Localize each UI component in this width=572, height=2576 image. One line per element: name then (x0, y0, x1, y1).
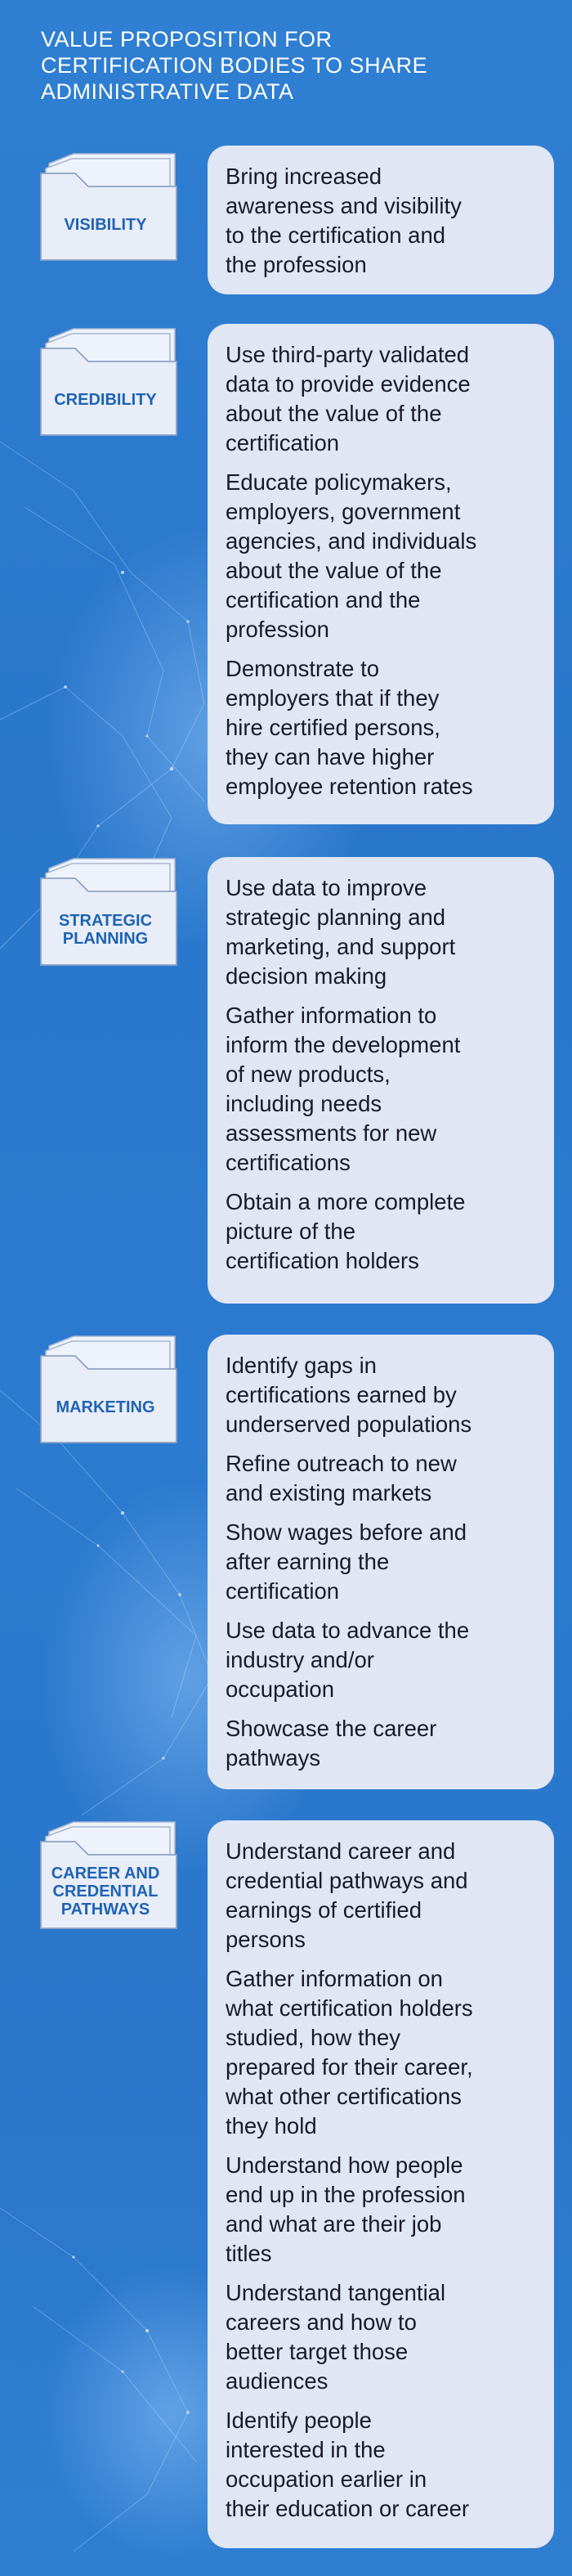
panel-strategic-planning (208, 857, 554, 1304)
list-item: Use data to improve strategic planning and marketing, and support decision making (226, 875, 456, 989)
folder-career-pathways: CAREER AND CREDENTIAL PATHWAYS (39, 1819, 183, 1933)
list-item: Gather information on what certification holders studied, how they prepared for their career, what other certifications they hold (226, 1966, 473, 2138)
list-item: Show wages before and after earning the certification (226, 1519, 467, 1604)
panel-credibility (208, 324, 554, 824)
list-item: Demonstrate to employers that if they hire certified persons, they can have higher employee retention rates (226, 656, 473, 799)
list-item: Refine outreach to new and existing markets (226, 1451, 457, 1506)
folder-visibility: VISIBILITY (39, 150, 183, 265)
list-item: Obtain a more complete picture of the certification holders (226, 1189, 466, 1273)
list-item: Use data to advance the industry and/or occupation (226, 1618, 470, 1702)
page-title: VALUE PROPOSITION FOR CERTIFICATION BODIES TO SHARE ADMINISTRATIVE DATA (41, 27, 428, 104)
list-item: Understand tangential careers and how to better target those audiences (226, 2280, 446, 2394)
panel-career-pathways (208, 1820, 554, 2548)
list-item: Showcase the career pathways (226, 1716, 437, 1770)
list-item: Bring increased awareness and visibility to the certification and the profession (226, 164, 462, 277)
folder-marketing: MARKETING (39, 1333, 183, 1447)
list-item: Identify people interested in the occupation earlier in their education or career (226, 2408, 470, 2521)
folder-strategic-planning: STRATEGIC PLANNING (39, 855, 183, 970)
list-item: Understand career and credential pathways and earnings of certified persons (226, 1838, 468, 1952)
panel-visibility (208, 146, 554, 294)
list-item: Gather information to inform the development of new products, including needs assessments for new certifications (226, 1003, 461, 1175)
list-item: Educate policymakers, employers, government agencies, and individuals about the value of the certification and the profession (226, 469, 477, 642)
list-item: Use third-party validated data to provide evidence about the value of the certification (226, 342, 471, 456)
panel-marketing (208, 1335, 554, 1789)
folder-credibility: CREDIBILITY (39, 325, 183, 440)
list-item: Identify gaps in certifications earned by underserved populations (226, 1353, 472, 1437)
list-item: Understand how people end up in the profession and what are their job titles (226, 2152, 466, 2266)
